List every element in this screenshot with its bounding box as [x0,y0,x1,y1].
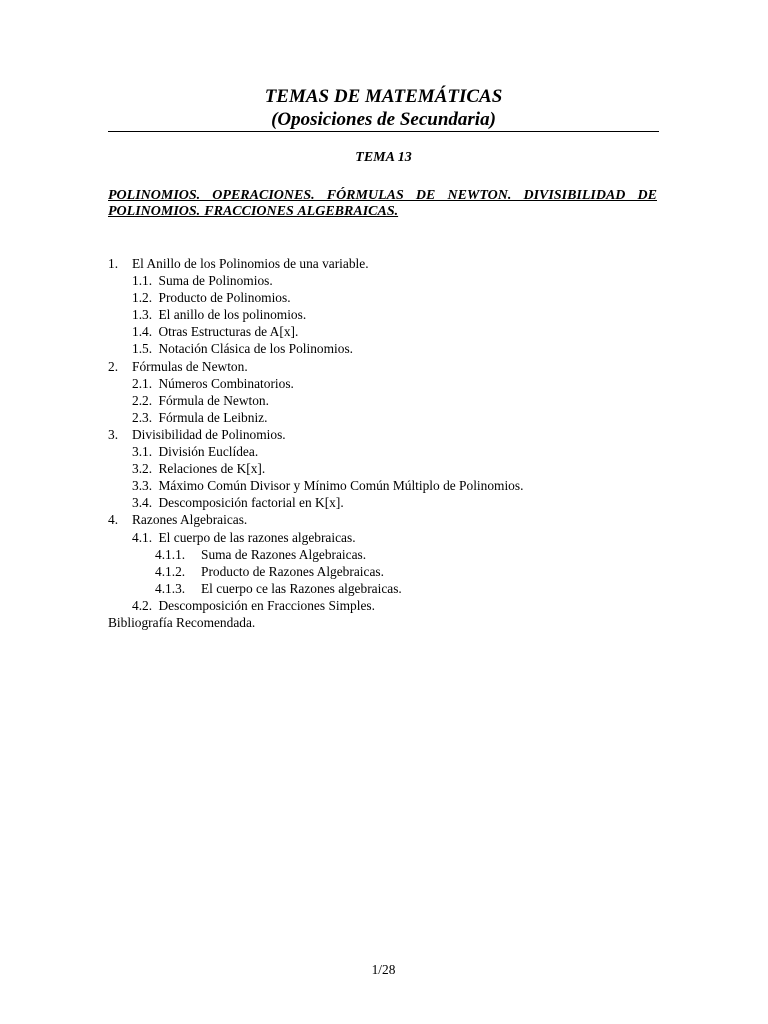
toc-item [108,460,668,477]
toc-item [108,597,668,614]
document-title: TEMAS DE MATEMÁTICAS [264,86,503,107]
toc-item-label: División Euclídea. [158,444,259,460]
toc-item-label: Fórmula de Leibniz. [158,409,268,425]
toc-item-number: 3.2. [132,461,153,477]
toc-item-label: Producto de Razones Algebraicas. [201,563,384,579]
toc-item-label: Fórmulas de Newton. [132,358,248,374]
toc-item-label: Descomposición factorial en K[x]. [158,495,344,511]
toc-item-label: El Anillo de los Polinomios de una variable. [132,256,369,271]
toc-item-number: 4. [108,512,119,528]
document-header [108,86,659,131]
toc-item-number: 1.1. [132,273,153,289]
toc-item [108,306,668,323]
toc-item-number: 4.1.1. [155,546,186,562]
toc-item-label: Divisibilidad de Polinomios. [132,426,286,442]
toc-item-number: 3.1. [132,444,153,460]
toc-item [108,477,668,494]
toc-item-number: 4.1.2. [155,563,186,579]
toc-item [108,494,668,511]
toc-item-number: 2.2. [132,392,153,408]
toc-item-number: 1.2. [132,290,153,306]
toc-item [108,375,668,392]
toc-item-number: 4.1.3. [155,580,186,596]
toc-item [108,358,668,375]
toc-item [108,392,668,409]
toc-item-number: 3.3. [132,478,153,494]
toc-item-number: 1.4. [132,324,153,340]
toc-item-label: Notación Clásica de los Polinomios. [158,341,354,357]
toc-item-label: Números Combinatorios. [158,375,294,391]
toc-item [108,563,668,580]
toc-item [108,511,668,528]
toc-item-label: Producto de Polinomios. [158,290,291,306]
toc-item-number: 2.1. [132,375,153,391]
toc-item-number: 3.4. [132,495,153,511]
header-divider [108,131,659,132]
toc-item-number: 2.3. [132,409,153,425]
toc-item [108,443,668,460]
toc-item-label: El cuerpo de las razones algebraicas. [158,529,356,545]
toc-item [108,426,668,443]
toc-item-label: Descomposición en Fracciones Simples. [158,597,375,613]
toc-item-label: Máximo Común Divisor y Mínimo Común Múltiplo de Polinomios. [158,478,524,494]
toc-item [108,323,668,340]
toc-item-label: Suma de Razones Algebraicas. [201,546,367,562]
toc-item [108,529,668,546]
topic-title: POLINOMIOS. OPERACIONES. FÓRMULAS DE NEWTON. DIVISIBILIDAD DE POLINOMIOS. FRACCIONES ALGEBRAICAS. [108,188,657,219]
toc-item-number: 1.3. [132,307,153,323]
toc-item [108,289,668,306]
toc-item-number: 1. [108,256,119,271]
toc-item-number: 2. [108,358,119,374]
table-of-contents [108,255,668,631]
toc-item [108,255,668,272]
page-number: 1/28 [371,962,396,977]
toc-item-number: 4.1. [132,529,153,545]
toc-item-number: 3. [108,426,119,442]
toc-item-label: Otras Estructuras de A[x]. [158,324,299,340]
toc-item [108,409,668,426]
toc-item [108,580,668,597]
toc-item [108,340,668,357]
toc-item-number: 1.5. [132,341,153,357]
toc-item-label: Fórmula de Newton. [158,392,269,408]
toc-item [108,546,668,563]
toc-item-label: Razones Algebraicas. [132,512,248,528]
toc-item-label: Suma de Polinomios. [158,273,273,289]
document-subtitle: (Oposiciones de Secundaria) [271,109,496,130]
toc-item-label: Relaciones de K[x]. [158,461,266,477]
toc-item [108,272,668,289]
toc-item-number: 4.2. [132,597,153,613]
toc-item-label: El cuerpo ce las Razones algebraicas. [201,580,402,596]
toc-item-bibliography [108,614,668,631]
toc-item-label: El anillo de los polinomios. [158,307,307,323]
toc-item-label: Bibliografía Recomendada. [108,614,256,630]
tema-number: TEMA 13 [355,150,412,165]
